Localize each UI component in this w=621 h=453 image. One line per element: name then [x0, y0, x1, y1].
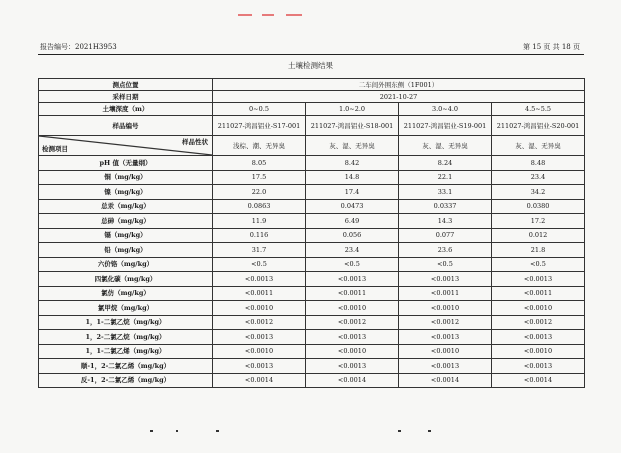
result-value: 23.4	[492, 170, 585, 185]
result-value: <0.0010	[213, 301, 306, 316]
table-row	[39, 170, 585, 185]
result-value: 8.05	[213, 156, 306, 171]
table-row	[39, 228, 585, 243]
table-row	[39, 373, 585, 388]
test-item-label: 铜（mg/kg）	[39, 170, 213, 185]
result-value: 23.6	[399, 243, 492, 258]
table-row	[39, 301, 585, 316]
table-row	[39, 199, 585, 214]
result-value: <0.0011	[492, 286, 585, 301]
result-value: 17.2	[492, 214, 585, 229]
result-value: <0.0013	[213, 272, 306, 287]
trait-cell: 浅棕、潮、无异臭	[213, 136, 306, 156]
result-value: <0.0011	[213, 286, 306, 301]
result-value: <0.0013	[213, 330, 306, 345]
scan-footer-marks	[0, 430, 621, 442]
table-row	[39, 344, 585, 359]
result-value: 14.8	[306, 170, 399, 185]
result-value: 0.0863	[213, 199, 306, 214]
scan-artifact-marks	[238, 14, 308, 22]
result-value: 8.42	[306, 156, 399, 171]
result-value: <0.0013	[306, 272, 399, 287]
row-location	[39, 79, 585, 91]
diagonal-header-cell	[39, 136, 213, 156]
result-value: 31.7	[213, 243, 306, 258]
depth-label: 土壤深度（m）	[39, 103, 213, 116]
test-item-label: 铅（mg/kg）	[39, 243, 213, 258]
result-value: 17.5	[213, 170, 306, 185]
result-value: <0.0010	[306, 301, 399, 316]
result-value: <0.0013	[399, 272, 492, 287]
page-number: 第 15 页 共 18 页	[523, 43, 580, 51]
result-value: 8.48	[492, 156, 585, 171]
result-value: <0.0010	[492, 301, 585, 316]
result-value: <0.0013	[492, 330, 585, 345]
depth-cell: 4.5~5.5	[492, 103, 585, 116]
test-item-label: 1，1-二氯乙烯（mg/kg）	[39, 344, 213, 359]
result-value: <0.0013	[492, 359, 585, 374]
table-row	[39, 185, 585, 200]
result-value: 17.4	[306, 185, 399, 200]
test-item-label: 总砷（mg/kg）	[39, 214, 213, 229]
soil-results-table	[38, 78, 585, 388]
result-value: <0.0010	[399, 344, 492, 359]
test-item-label: 氯仿（mg/kg）	[39, 286, 213, 301]
result-value: 34.2	[492, 185, 585, 200]
result-value: 33.1	[399, 185, 492, 200]
result-value: 0.0337	[399, 199, 492, 214]
result-value: <0.0014	[492, 373, 585, 388]
result-value: <0.0010	[213, 344, 306, 359]
result-value: <0.0012	[399, 315, 492, 330]
result-value: <0.5	[306, 257, 399, 272]
row-depth	[39, 103, 585, 116]
test-item-label: pH 值（无量纲）	[39, 156, 213, 171]
result-value: <0.0010	[492, 344, 585, 359]
result-value: 11.9	[213, 214, 306, 229]
table-row	[39, 214, 585, 229]
sample-cell: 211027-鸿昌铝业-S17-001	[213, 116, 306, 136]
result-value: 21.8	[492, 243, 585, 258]
page-header	[38, 40, 582, 54]
table-row	[39, 359, 585, 374]
result-value: <0.0012	[492, 315, 585, 330]
table-row	[39, 286, 585, 301]
sample-cell: 211027-鸿昌铝业-S19-001	[399, 116, 492, 136]
date-label: 采样日期	[39, 91, 213, 103]
table-row	[39, 156, 585, 171]
depth-cell: 3.0~4.0	[399, 103, 492, 116]
diag-label-items: 检测项目	[42, 145, 68, 153]
table-row	[39, 257, 585, 272]
trait-cell: 灰、湿、无异臭	[492, 136, 585, 156]
result-value: 0.0473	[306, 199, 399, 214]
result-value: <0.0013	[306, 330, 399, 345]
diag-label-traits: 样品性状	[182, 138, 208, 146]
row-date	[39, 91, 585, 103]
test-item-label: 镍（mg/kg）	[39, 185, 213, 200]
table-row	[39, 315, 585, 330]
depth-cell: 0~0.5	[213, 103, 306, 116]
result-value: <0.0010	[306, 344, 399, 359]
test-item-label: 四氯化碳（mg/kg）	[39, 272, 213, 287]
test-item-label: 总汞（mg/kg）	[39, 199, 213, 214]
trait-cell: 灰、湿、无异臭	[306, 136, 399, 156]
result-value: <0.5	[399, 257, 492, 272]
result-value: 22.0	[213, 185, 306, 200]
sample-cell: 211027-鸿昌铝业-S20-001	[492, 116, 585, 136]
result-value: <0.0014	[306, 373, 399, 388]
sample-cell: 211027-鸿昌铝业-S18-001	[306, 116, 399, 136]
result-value: <0.5	[492, 257, 585, 272]
result-value: 0.077	[399, 228, 492, 243]
table-row	[39, 243, 585, 258]
result-value: 6.49	[306, 214, 399, 229]
test-item-label: 顺-1，2-二氯乙烯（mg/kg）	[39, 359, 213, 374]
result-value: 0.116	[213, 228, 306, 243]
result-value: <0.0014	[213, 373, 306, 388]
result-value: 0.012	[492, 228, 585, 243]
row-traits	[39, 136, 585, 156]
result-value: <0.5	[213, 257, 306, 272]
result-value: <0.0010	[399, 301, 492, 316]
date-value: 2021-10-27	[213, 91, 585, 103]
result-value: 14.3	[399, 214, 492, 229]
table-row	[39, 272, 585, 287]
sample-label: 样品编号	[39, 116, 213, 136]
header-rule	[38, 54, 584, 55]
table-title: 土壤检测结果	[288, 61, 333, 70]
result-value: <0.0012	[306, 315, 399, 330]
result-value: 0.0380	[492, 199, 585, 214]
test-item-label: 镉（mg/kg）	[39, 228, 213, 243]
result-value: <0.0014	[399, 373, 492, 388]
location-value: 二车间外围东侧（1F001）	[213, 79, 585, 91]
report-number: 报告编号：2021H3953	[40, 43, 117, 51]
test-item-label: 六价铬（mg/kg）	[39, 257, 213, 272]
result-value: 23.4	[306, 243, 399, 258]
table-row	[39, 330, 585, 345]
result-value: <0.0011	[306, 286, 399, 301]
result-value: 0.056	[306, 228, 399, 243]
test-item-label: 1，1-二氯乙烷（mg/kg）	[39, 315, 213, 330]
location-label: 测点位置	[39, 79, 213, 91]
result-value: <0.0013	[399, 330, 492, 345]
test-item-label: 1，2-二氯乙烷（mg/kg）	[39, 330, 213, 345]
result-value: <0.0012	[213, 315, 306, 330]
row-sample-id	[39, 116, 585, 136]
test-item-label: 反-1，2-二氯乙烯（mg/kg）	[39, 373, 213, 388]
test-item-label: 氯甲烷（mg/kg）	[39, 301, 213, 316]
result-value: <0.0013	[213, 359, 306, 374]
result-value: <0.0013	[399, 359, 492, 374]
result-value: <0.0013	[306, 359, 399, 374]
result-value: 8.24	[399, 156, 492, 171]
result-value: <0.0013	[492, 272, 585, 287]
result-value: 22.1	[399, 170, 492, 185]
result-value: <0.0011	[399, 286, 492, 301]
depth-cell: 1.0~2.0	[306, 103, 399, 116]
trait-cell: 灰、湿、无异臭	[399, 136, 492, 156]
